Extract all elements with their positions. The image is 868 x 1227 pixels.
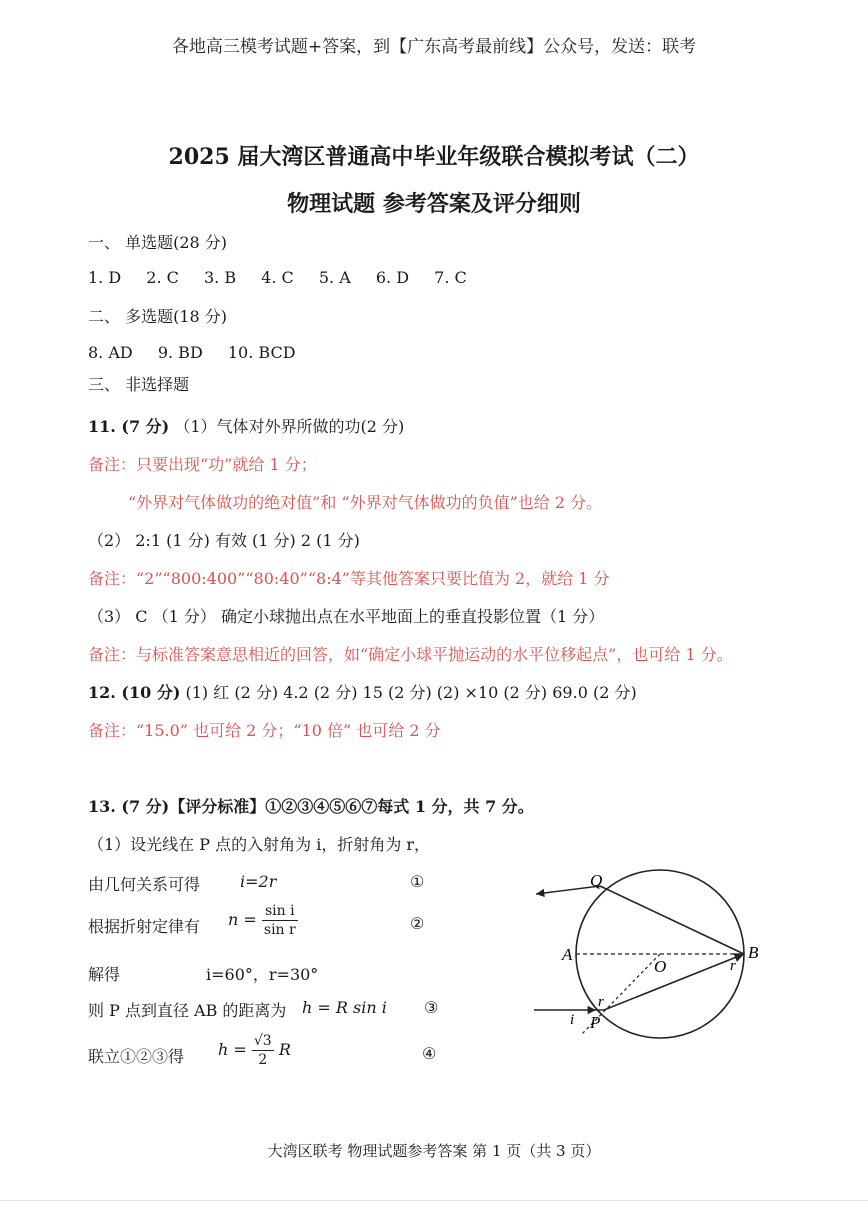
answer-1: 1. D: [88, 268, 122, 287]
q13-heading: 13. (7 分)【评分标准】①②③④⑤⑥⑦每式 1 分，共 7 分。: [88, 797, 534, 816]
q13-step5-eq-left: h =: [218, 1040, 247, 1059]
refraction-diagram: [520, 856, 800, 1046]
q13-step4-text: 则 P 点到直径 AB 的距离为: [88, 1001, 287, 1020]
q13-step2-eq: [228, 902, 298, 939]
banner-text: 各地高三模考试题+答案，到【广东高考最前线】公众号，发送：联考: [171, 37, 697, 57]
q13-step2-eq-left: n =: [228, 910, 257, 929]
section-free-response: 三、 非选择题: [88, 375, 190, 394]
answer-10: 10. BCD: [227, 343, 296, 362]
label-r-P: r: [598, 994, 604, 1010]
answer-5: 5. A: [318, 268, 351, 287]
q13-step2-mark: ②: [410, 914, 425, 933]
q13-step5-numerator: √3: [253, 1033, 272, 1049]
q13-step5-eq: [218, 1032, 291, 1069]
label-P: P: [590, 1013, 601, 1032]
refracted-ray-PB: [604, 954, 744, 1010]
q13-step5-text: 联立①②③得: [88, 1047, 185, 1066]
q13-step1-mark: ①: [410, 872, 425, 891]
label-O: O: [654, 957, 667, 976]
q11-part3: （3） C （1 分） 确定小球抛出点在水平地面上的垂直投影位置（1 分）: [88, 607, 605, 626]
label-Q: Q: [590, 871, 603, 890]
q13-step5-fraction: [252, 1032, 274, 1069]
label-r-B: r: [730, 958, 736, 974]
reflected-ray-BQ: [600, 886, 744, 954]
label-A: A: [562, 945, 573, 964]
answer-6: 6. D: [375, 268, 410, 287]
q11-note3: 备注：与标准答案意思相近的回答，如“确定小球平抛运动的水平位移起点”，也可给 1 分。: [88, 645, 733, 664]
q13-step2-denominator: sin r: [263, 922, 296, 938]
q13-step5-eq-right: R: [278, 1040, 291, 1059]
q13-step1: [88, 872, 200, 895]
q13-step3-text: 解得: [88, 965, 121, 984]
q11-heading: 11. (7 分): [88, 417, 170, 436]
q11-part1: [88, 414, 404, 437]
q13-step4-eq: h = R sin i: [302, 998, 387, 1017]
q11-note1b: “外界对气体做功的绝对值”和 “外界对气体做功的负值”也给 2 分。: [128, 493, 603, 512]
multi-choice-answers: [88, 343, 316, 362]
q13-step3-eq: i=60°，r=30°: [206, 965, 319, 984]
page-footer: 大湾区联考 物理试题参考答案 第 1 页（共 3 页）: [267, 1142, 601, 1160]
q13-step4-mark: ③: [424, 998, 439, 1017]
q11-part1-text: （1）气体对外界所做的功(2 分): [174, 417, 405, 436]
bottom-divider: [0, 1200, 868, 1201]
q11-note1: 备注：只要出现“功”就给 1 分；: [88, 455, 317, 474]
answer-7: 7. C: [434, 268, 467, 287]
answer-3: 3. B: [203, 268, 237, 287]
q11-part2: （2） 2:1 (1 分) 有效 (1 分) 2 (1 分): [88, 531, 360, 550]
q13-step1-eq: i=2r: [240, 872, 277, 891]
q13-step5-mark: ④: [422, 1044, 437, 1063]
q13-step1-text: 由几何关系可得: [88, 875, 201, 894]
label-i: i: [570, 1012, 575, 1028]
q13-step2-text: 根据折射定律有: [88, 917, 201, 936]
q12-line: [88, 680, 637, 703]
single-choice-answers: [88, 268, 487, 287]
label-B: B: [748, 943, 759, 962]
answer-4: 4. C: [261, 268, 294, 287]
answer-9: 9. BD: [157, 343, 203, 362]
q13-step2-numerator: sin i: [262, 902, 298, 921]
q12-heading: 12. (10 分): [88, 683, 181, 702]
q12-note: 备注：“15.0” 也可给 2 分；“10 倍” 也可给 2 分: [88, 721, 441, 740]
exam-title: 2025 届大湾区普通高中毕业年级联合模拟考试（二）: [168, 144, 700, 170]
q12-body: (1) 红 (2 分) 4.2 (2 分) 15 (2 分) (2) ×10 (2 分) 69.0 (2 分): [185, 683, 637, 702]
section-multi-choice: 二、 多选题(18 分): [88, 307, 228, 326]
q11-note2: 备注：“2”“800:400”“80:40”“8:4”等其他答案只要比值为 2，就给 1 分: [88, 569, 610, 588]
q13-step5-denominator: 2: [258, 1052, 268, 1068]
answer-8: 8. AD: [88, 343, 133, 362]
answer-2: 2. C: [146, 268, 179, 287]
exam-subtitle: 物理试题 参考答案及评分细则: [287, 191, 581, 217]
q13-step2-fraction: [262, 902, 298, 939]
q13-intro: （1）设光线在 P 点的入射角为 i，折射角为 r，: [88, 835, 431, 854]
section-single-choice: 一、 单选题(28 分): [88, 233, 228, 252]
